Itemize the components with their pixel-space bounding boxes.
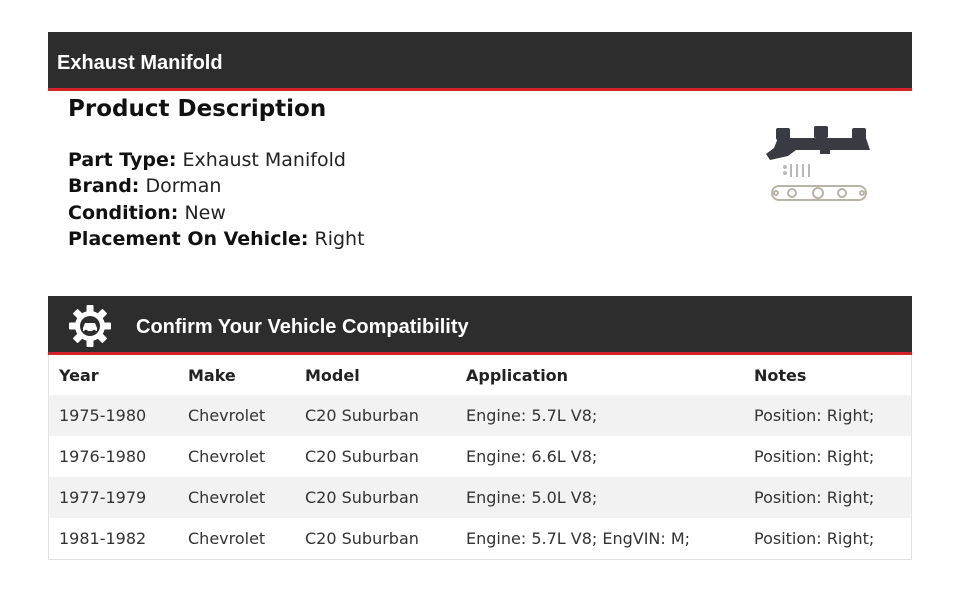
table-row — [49, 518, 911, 559]
cell-notes: Position: Right; — [754, 529, 875, 548]
column-header-make: Make — [188, 365, 236, 385]
cell-make: Chevrolet — [188, 529, 266, 548]
product-title-banner — [48, 32, 912, 91]
column-header-notes: Notes — [754, 365, 807, 385]
cell-make: Chevrolet — [188, 406, 266, 425]
table-row — [49, 436, 911, 477]
cell-notes: Position: Right; — [754, 488, 875, 507]
spec-label: Part Type: — [68, 149, 177, 171]
spec-brand — [68, 173, 365, 199]
spec-condition — [68, 200, 365, 226]
column-header-application: Application — [466, 365, 569, 385]
product-image — [762, 120, 874, 204]
compatibility-table — [49, 355, 911, 559]
spec-value: New — [184, 201, 226, 224]
cell-notes: Position: Right; — [754, 447, 875, 466]
cell-model: C20 Suburban — [305, 529, 419, 548]
column-header-year: Year — [59, 365, 99, 385]
cell-model: C20 Suburban — [305, 406, 419, 425]
cell-year: 1977-1979 — [59, 488, 147, 507]
spec-value: Dorman — [145, 175, 222, 198]
cell-model: C20 Suburban — [305, 488, 419, 507]
spec-label: Condition: — [68, 201, 179, 224]
spec-value: Exhaust Manifold — [182, 149, 346, 171]
spec-value: Right — [314, 227, 365, 250]
spec-part-type — [68, 147, 365, 173]
compatibility-title: Confirm Your Vehicle Compatibility — [136, 316, 469, 338]
spec-placement — [68, 226, 365, 252]
table-row — [49, 395, 911, 436]
cell-make: Chevrolet — [188, 447, 266, 466]
table-header-row — [49, 355, 911, 395]
compatibility-table-container — [48, 355, 912, 560]
compatibility-banner — [48, 296, 912, 355]
product-title: Exhaust Manifold — [57, 52, 223, 74]
cell-year: 1981-1982 — [59, 529, 147, 548]
cell-year: 1975-1980 — [59, 406, 147, 425]
table-row — [49, 477, 911, 518]
description-heading: Product Description — [68, 96, 327, 122]
cell-application: Engine: 5.0L V8; — [466, 488, 598, 507]
spec-list — [68, 147, 365, 252]
cell-make: Chevrolet — [188, 488, 266, 507]
column-header-model: Model — [305, 365, 360, 385]
cell-year: 1976-1980 — [59, 447, 147, 466]
cell-notes: Position: Right; — [754, 406, 875, 425]
cell-application: Engine: 5.7L V8; EngVIN: M; — [466, 529, 691, 548]
spec-label: Brand: — [68, 175, 140, 198]
cell-model: C20 Suburban — [305, 447, 419, 466]
product-description — [68, 96, 365, 252]
cell-application: Engine: 5.7L V8; — [466, 406, 598, 425]
cell-application: Engine: 6.6L V8; — [466, 447, 598, 466]
spec-label: Placement On Vehicle: — [68, 227, 309, 250]
gear-car-icon — [68, 304, 112, 348]
